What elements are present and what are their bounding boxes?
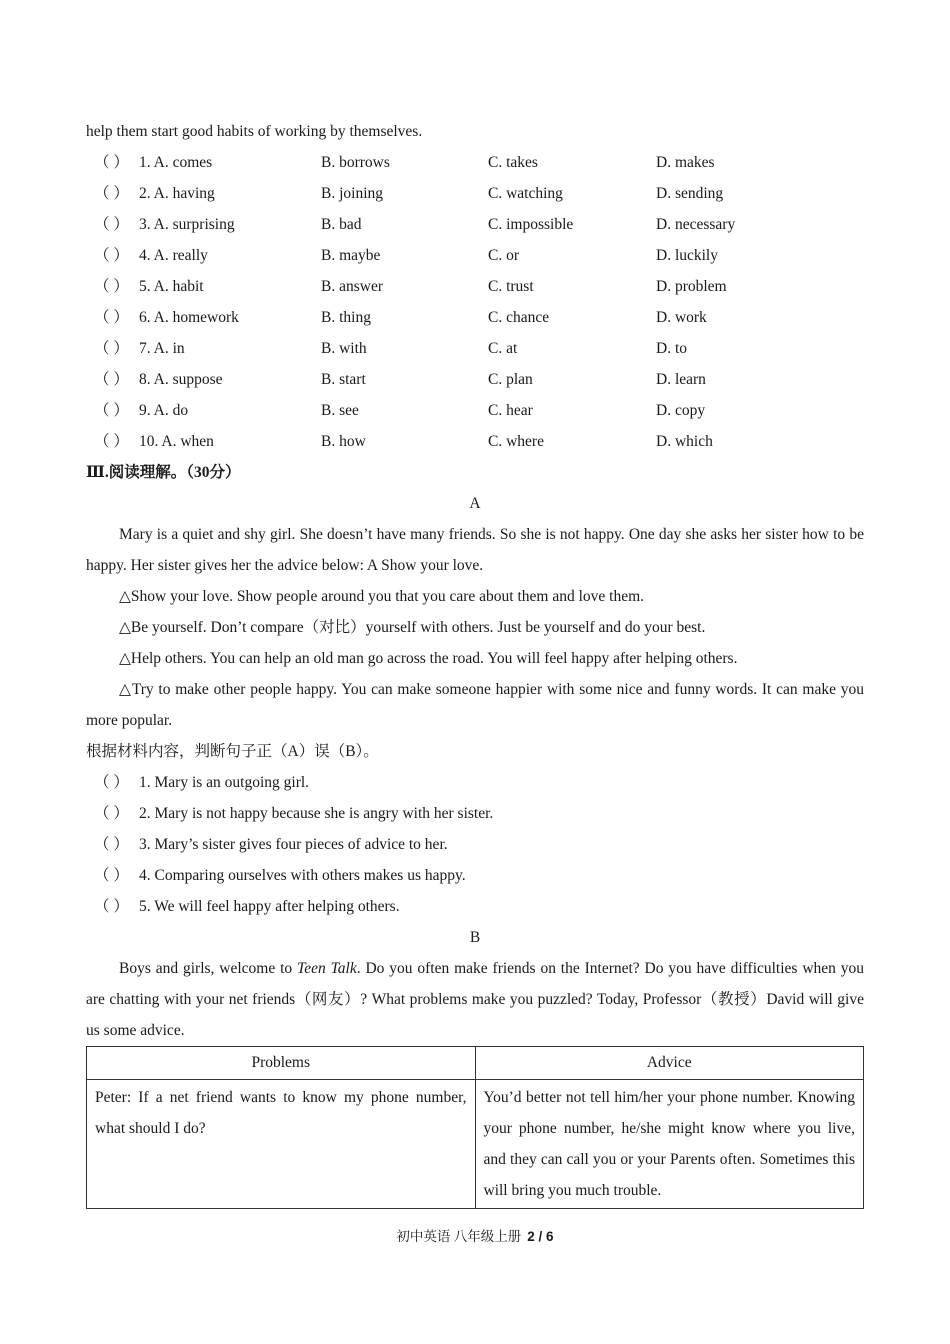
answer-blank[interactable]: （ ）	[94, 185, 129, 202]
passage-b-intro	[86, 953, 864, 1046]
option-b: B. how	[321, 433, 366, 450]
option-c: C. plan	[488, 371, 533, 388]
document-page	[86, 116, 864, 1209]
option-a: 4. A. really	[139, 247, 208, 264]
true-false-question	[86, 860, 864, 891]
option-c: C. trust	[488, 278, 534, 295]
option-b: B. joining	[321, 185, 384, 202]
problem-cell: Peter: If a net friend wants to know my phone number, what should I do?	[87, 1080, 476, 1209]
option-d: D. necessary	[656, 216, 736, 233]
option-d: D. problem	[656, 278, 727, 295]
option-a: 8. A. suppose	[139, 371, 223, 388]
table-row	[87, 1080, 864, 1209]
cloze-question	[86, 147, 864, 178]
option-a: 3. A. surprising	[139, 216, 235, 233]
footer-text: 初中英语 八年级上册	[396, 1229, 522, 1244]
option-a: 1. A. comes	[139, 154, 213, 171]
cloze-question	[86, 240, 864, 271]
intro-tail: help them start good habits of working by themselves.	[86, 123, 423, 140]
question-text: 3. Mary’s sister gives four pieces of advice to her.	[139, 836, 448, 853]
answer-blank[interactable]: （ ）	[94, 216, 129, 233]
answer-blank[interactable]: （ ）	[94, 340, 129, 357]
passage-b-label: B	[469, 929, 481, 946]
answer-blank[interactable]: （ ）	[94, 402, 129, 419]
true-false-question	[86, 829, 864, 860]
page-number: 2 / 6	[527, 1229, 554, 1244]
answer-blank[interactable]: （ ）	[94, 433, 129, 450]
answer-blank[interactable]: （ ）	[94, 371, 129, 388]
page-footer	[0, 1226, 950, 1248]
option-b: B. with	[321, 340, 367, 357]
option-b: B. bad	[321, 216, 362, 233]
option-d: D. luckily	[656, 247, 718, 264]
cloze-question	[86, 302, 864, 333]
cloze-question	[86, 426, 864, 457]
question-text: 4. Comparing ourselves with others makes us happy.	[139, 867, 466, 884]
answer-blank[interactable]: （ ）	[94, 805, 129, 822]
cloze-question	[86, 209, 864, 240]
advice-tip: △Be yourself. Don’t compare（对比）yourself with others. Just be yourself and do your best.	[119, 619, 706, 636]
advice-tip: △Help others. You can help an old man go across the road. You will feel happy after helping others.	[119, 650, 738, 667]
instruction: 根据材料内容，判断句子正（A）误（B）。	[86, 743, 379, 760]
option-c: C. takes	[488, 154, 538, 171]
option-a: 10. A. when	[139, 433, 214, 450]
header-problems: Problems	[87, 1047, 476, 1080]
table-header-row	[87, 1047, 864, 1080]
option-c: C. impossible	[488, 216, 574, 233]
option-a: 5. A. habit	[139, 278, 204, 295]
answer-blank[interactable]: （ ）	[94, 898, 129, 915]
header-advice: Advice	[475, 1047, 864, 1080]
question-text: 5. We will feel happy after helping others.	[139, 898, 400, 915]
true-false-question	[86, 891, 864, 922]
option-d: D. copy	[656, 402, 706, 419]
answer-blank[interactable]: （ ）	[94, 774, 129, 791]
answer-blank[interactable]: （ ）	[94, 247, 129, 264]
cloze-question	[86, 178, 864, 209]
option-b: B. borrows	[321, 154, 390, 171]
option-b: B. start	[321, 371, 366, 388]
option-a: 9. A. do	[139, 402, 189, 419]
option-c: C. chance	[488, 309, 550, 326]
cloze-options	[86, 147, 864, 457]
question-text: 2. Mary is not happy because she is angry with her sister.	[139, 805, 494, 822]
option-d: D. learn	[656, 371, 706, 388]
option-c: C. at	[488, 340, 518, 357]
true-false-question	[86, 767, 864, 798]
true-false-question	[86, 798, 864, 829]
option-d: D. which	[656, 433, 713, 450]
program-title: Teen Talk	[297, 960, 357, 977]
option-d: D. to	[656, 340, 687, 357]
intro-post: . Do you often make friends on the Internet? Do you have difficulties when you are chatting with your net friends（网友）? What problems make you puzzled? Today, Professor（教授）David will give us some advice.	[86, 960, 865, 1039]
option-a: 6. A. homework	[139, 309, 239, 326]
option-c: C. watching	[488, 185, 563, 202]
advice-tip: △Show your love. Show people around you that you care about them and love them.	[119, 588, 645, 605]
answer-blank[interactable]: （ ）	[94, 836, 129, 853]
cloze-question	[86, 333, 864, 364]
cloze-question	[86, 364, 864, 395]
option-b: B. see	[321, 402, 359, 419]
option-d: D. makes	[656, 154, 715, 171]
passage-a-paragraph: Mary is a quiet and shy girl. She doesn’t have many friends. So she is not happy. One day she asks her sister how to be happy. Her sister gives her the advice below: A Show your love.	[86, 526, 864, 574]
advice-tip: △Try to make other people happy. You can make someone happier with some nice and funny words. It can make you more popular.	[86, 681, 864, 729]
option-c: C. hear	[488, 402, 533, 419]
question-text: 1. Mary is an outgoing girl.	[139, 774, 310, 791]
advice-table	[86, 1046, 864, 1209]
option-d: D. sending	[656, 185, 724, 202]
option-b: B. thing	[321, 309, 371, 326]
section-heading: Ⅲ.阅读理解。（30分）	[86, 464, 241, 481]
answer-blank[interactable]: （ ）	[94, 867, 129, 884]
cloze-question	[86, 395, 864, 426]
intro-pre: Boys and girls, welcome to	[119, 960, 298, 977]
option-c: C. where	[488, 433, 544, 450]
option-b: B. answer	[321, 278, 383, 295]
option-a: 2. A. having	[139, 185, 215, 202]
cloze-question	[86, 271, 864, 302]
option-d: D. work	[656, 309, 707, 326]
option-a: 7. A. in	[139, 340, 185, 357]
passage-a-label: A	[469, 495, 481, 512]
answer-blank[interactable]: （ ）	[94, 278, 129, 295]
option-b: B. maybe	[321, 247, 381, 264]
option-c: C. or	[488, 247, 519, 264]
advice-cell: You’d better not tell him/her your phone number. Knowing your phone number, he/she might know where you live, and they can call you or your Parents often. Sometimes this will bring you much trouble.	[475, 1080, 864, 1209]
answer-blank[interactable]: （ ）	[94, 154, 129, 171]
answer-blank[interactable]: （ ）	[94, 309, 129, 326]
